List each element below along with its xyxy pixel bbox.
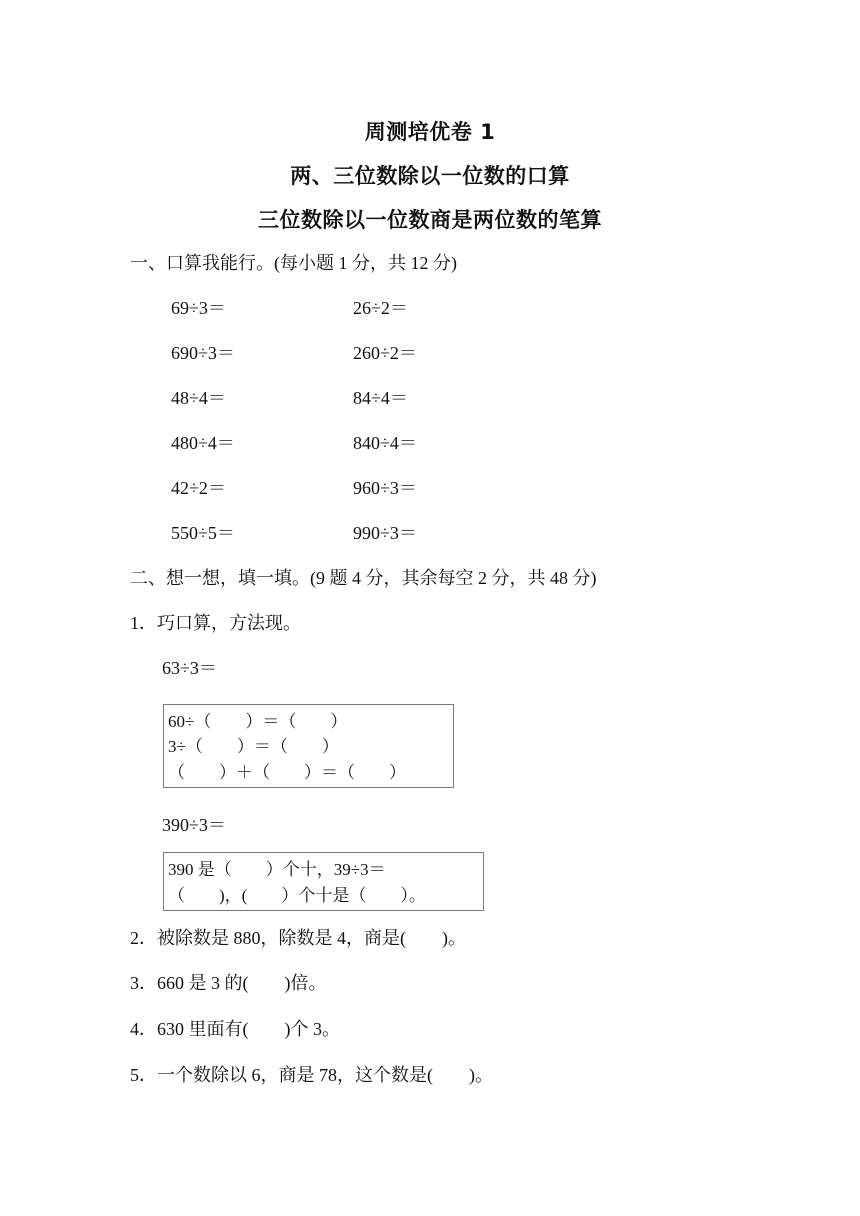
question-1-expression-1: 63÷3＝ — [162, 658, 217, 678]
section-1-heading: 一、口算我能行。(每小题 1 分，共 12 分) — [130, 253, 457, 273]
calc-item: 84÷4＝ — [353, 388, 408, 408]
hint-box-line: （ ）＋（ ）＝（ ） — [168, 763, 406, 782]
hint-box-line: （ )，( ）个十是（ ）。 — [168, 886, 426, 905]
calc-item: 26÷2＝ — [353, 298, 408, 318]
calc-item: 48÷4＝ — [171, 388, 226, 408]
hint-box-line: 60÷（ ）＝（ ） — [168, 712, 348, 731]
question-4: 4．630 里面有( )个 3。 — [130, 1019, 340, 1039]
question-1-expression-2: 390÷3＝ — [162, 815, 226, 835]
calc-item: 990÷3＝ — [353, 523, 417, 543]
worksheet-subtitle-1: 两、三位数除以一位数的口算 — [290, 164, 570, 188]
hint-box-2 — [163, 852, 484, 911]
worksheet-title: 周测培优卷 1 — [364, 120, 496, 144]
worksheet-subtitle-2: 三位数除以一位数商是两位数的笔算 — [258, 208, 602, 232]
calc-item: 260÷2＝ — [353, 343, 417, 363]
question-1-label: 1．巧口算，方法现。 — [130, 613, 301, 633]
calc-item: 960÷3＝ — [353, 478, 417, 498]
calc-item: 840÷4＝ — [353, 433, 417, 453]
question-2: 2．被除数是 880，除数是 4，商是( )。 — [130, 928, 466, 948]
hint-box-line: 390 是（ ）个十，39÷3＝ — [168, 860, 386, 879]
question-3: 3．660 是 3 的( )倍。 — [130, 973, 327, 993]
calc-item: 690÷3＝ — [171, 343, 235, 363]
calc-item: 42÷2＝ — [171, 478, 226, 498]
calc-item: 550÷5＝ — [171, 523, 235, 543]
calc-item: 69÷3＝ — [171, 298, 226, 318]
question-5: 5．一个数除以 6，商是 78，这个数是( )。 — [130, 1065, 493, 1085]
hint-box-1 — [163, 704, 454, 788]
section-2-heading: 二、想一想，填一填。(9 题 4 分，其余每空 2 分，共 48 分) — [130, 568, 597, 588]
hint-box-line: 3÷（ ）＝（ ） — [168, 737, 339, 756]
calc-item: 480÷4＝ — [171, 433, 235, 453]
